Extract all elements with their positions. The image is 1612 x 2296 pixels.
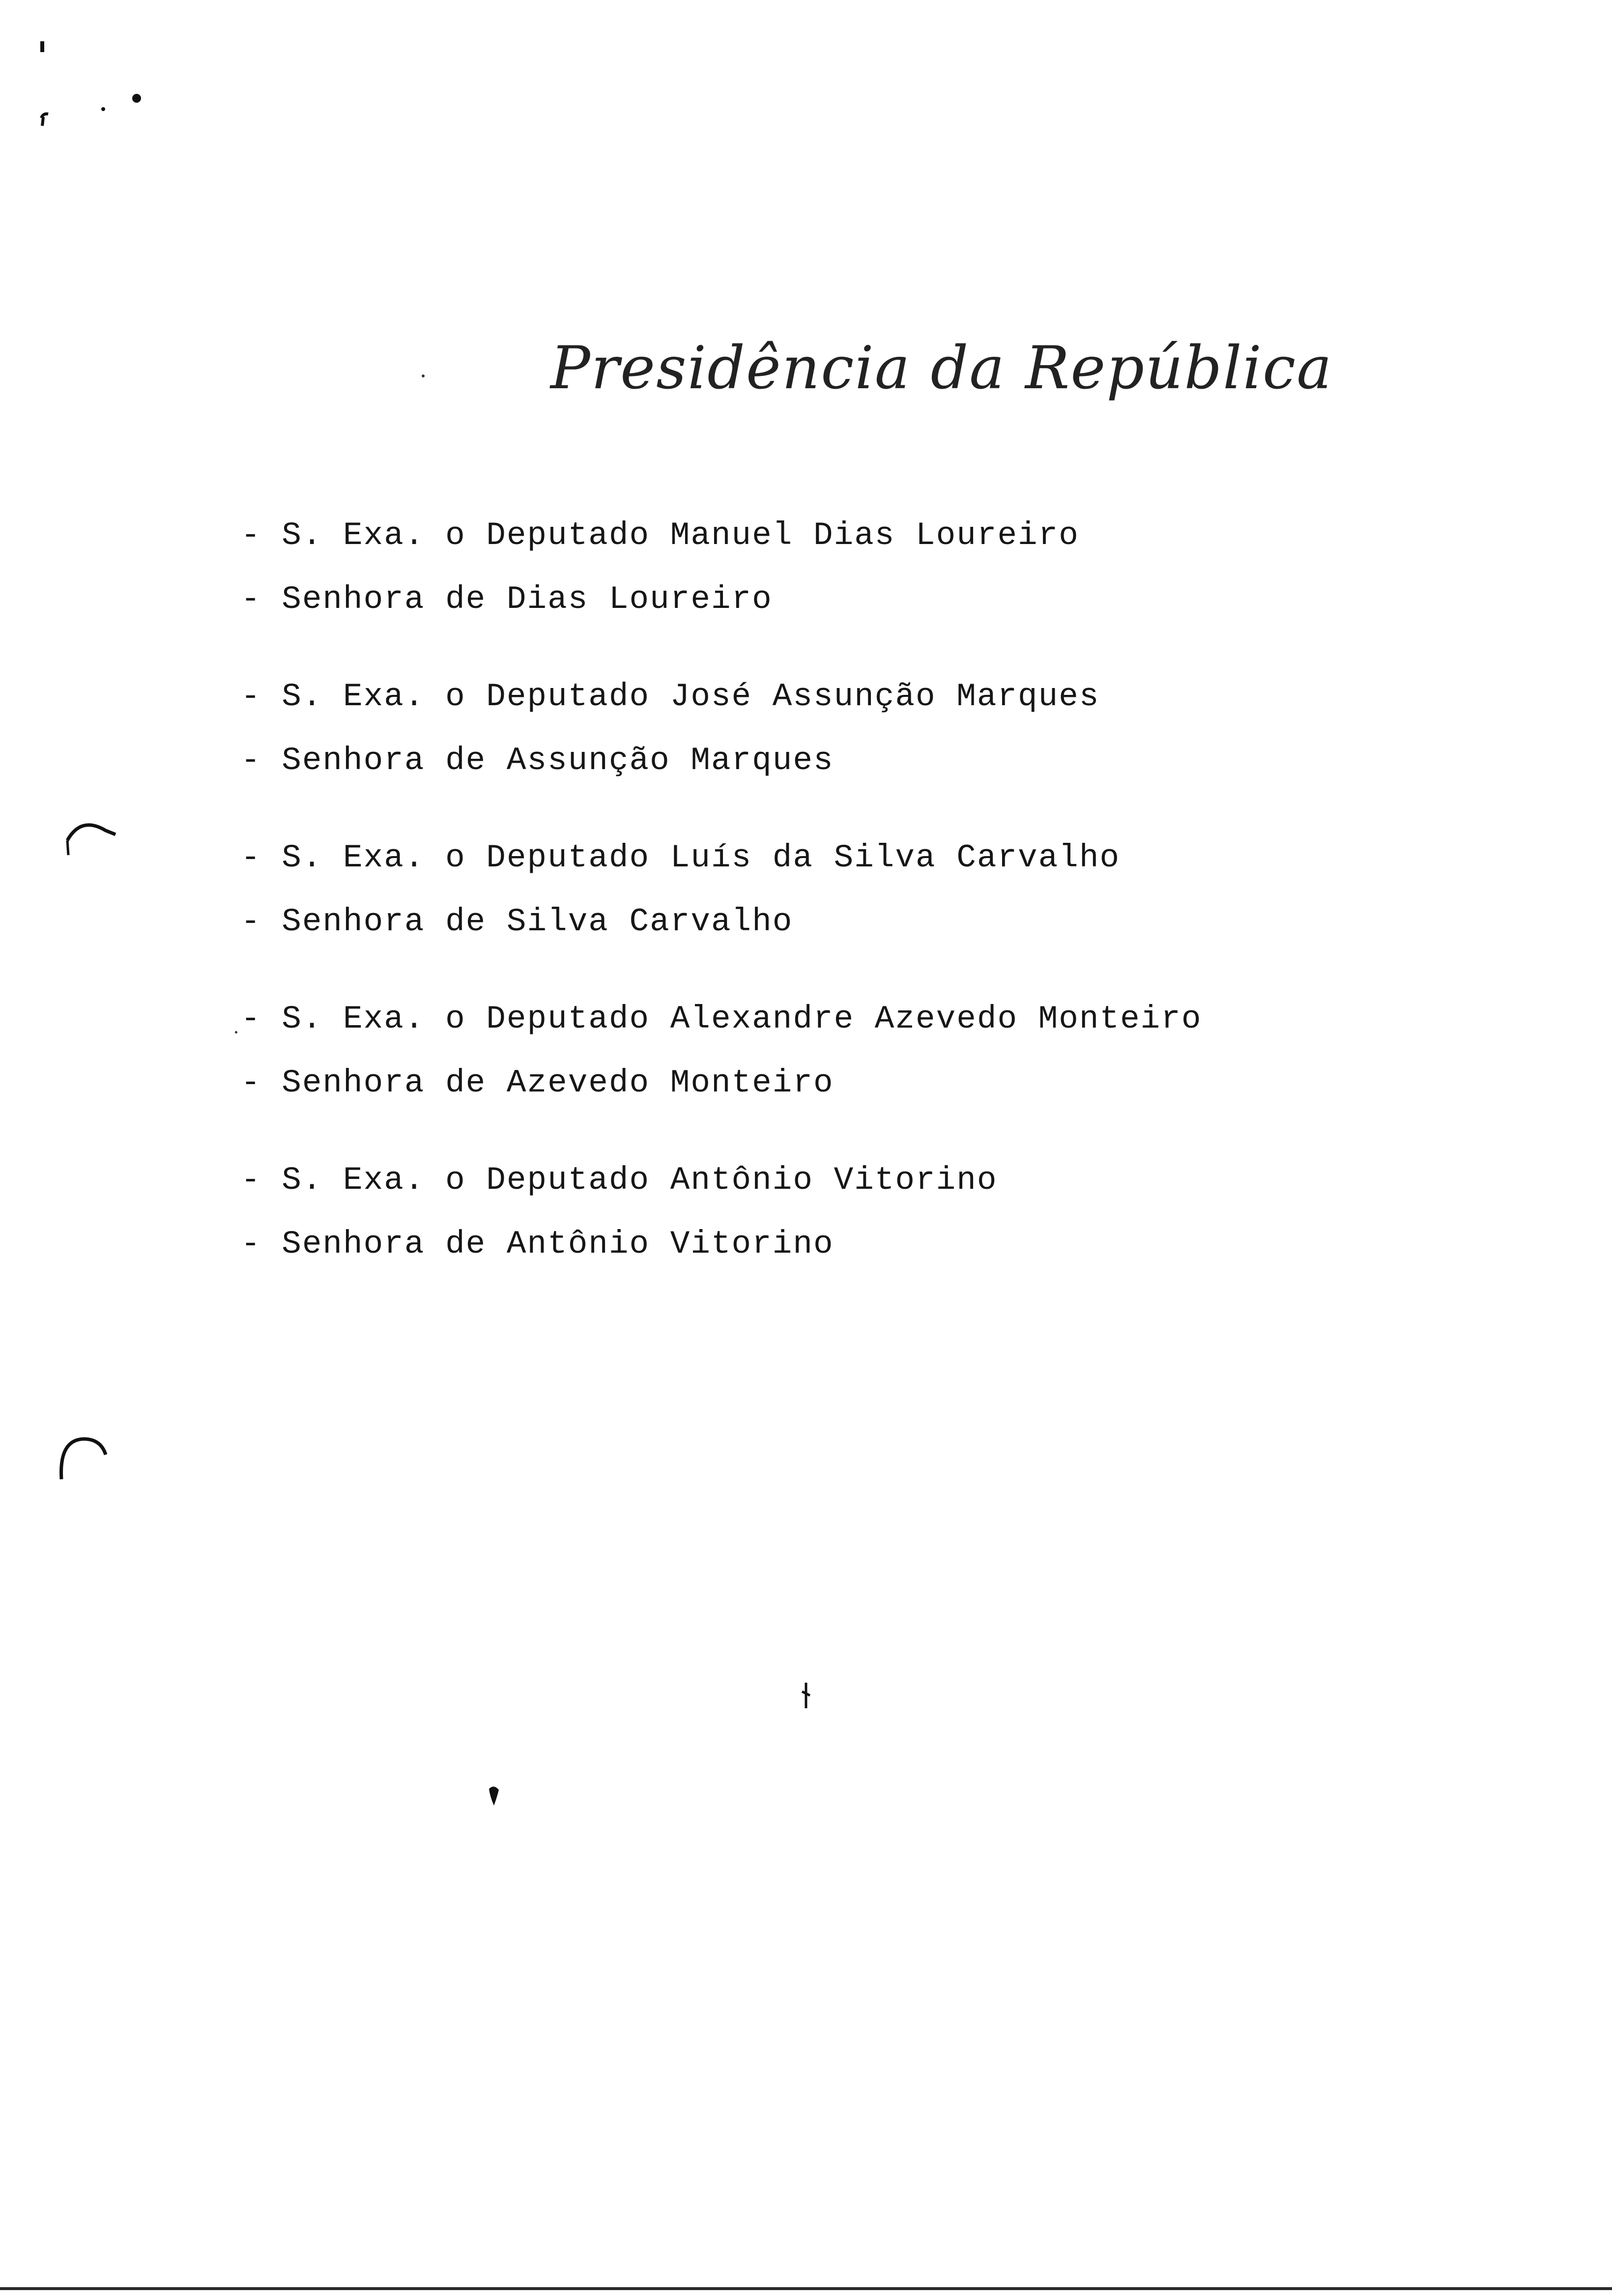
deputy-line: - S. Exa. o Deputado Antônio Vitorino — [241, 1162, 998, 1199]
spouse-line: - Senhora de Dias Loureiro — [241, 581, 773, 618]
spouse-line: - Senhora de Azevedo Monteiro — [241, 1064, 834, 1101]
spouse-line: - Senhora de Assunção Marques — [241, 742, 834, 779]
guest-entry — [241, 677, 1420, 780]
guest-entry — [241, 1161, 1420, 1264]
deputy-line: - S. Exa. o Deputado Alexandre Azevedo Monteiro — [241, 1001, 1202, 1037]
guest-entry — [241, 838, 1420, 942]
punch-mark-lower — [54, 1425, 113, 1489]
guest-list — [241, 516, 1420, 1264]
spouse-line: - Senhora de Silva Carvalho — [241, 903, 793, 940]
spouse-line: - Senhora de Antônio Vitorino — [241, 1226, 834, 1263]
deputy-line: - S. Exa. o Deputado Manuel Dias Loureiro — [241, 517, 1079, 554]
speck-mark-middle — [796, 1681, 816, 1710]
guest-entry — [241, 516, 1420, 619]
dot-mark — [422, 374, 425, 377]
scan-mark-top-left — [34, 34, 162, 147]
guest-entry — [241, 1000, 1420, 1103]
dot-mark — [235, 1031, 237, 1033]
speck-mark-lower — [484, 1784, 504, 1808]
scan-edge-line — [0, 2287, 1612, 2290]
letterhead-title: Presidência da República — [550, 334, 1333, 402]
deputy-line: - S. Exa. o Deputado Luís da Silva Carvalho — [241, 839, 1121, 876]
deputy-line: - S. Exa. o Deputado José Assunção Marques — [241, 678, 1100, 715]
punch-mark-upper — [61, 811, 125, 865]
letterhead — [550, 315, 1333, 423]
